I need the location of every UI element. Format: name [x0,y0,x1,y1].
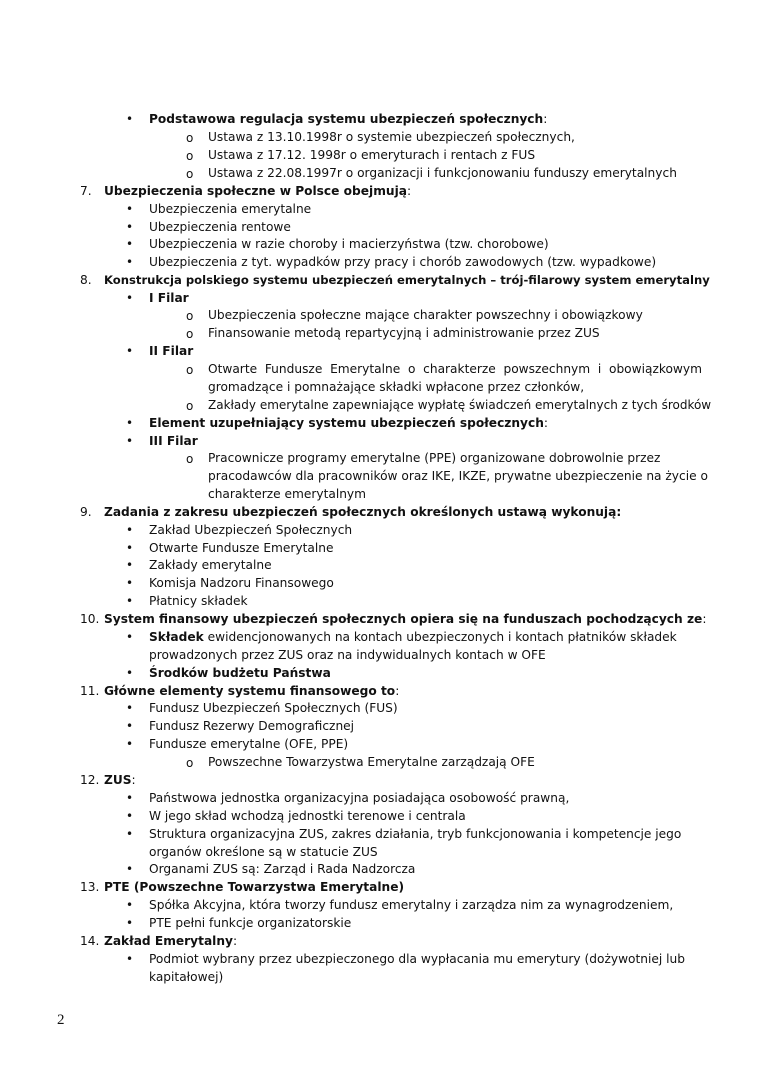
bullet: • [126,916,134,930]
pillar-2-sub-2: Zakłady emerytalne zapewniające wypłatę świadczeń emerytalnych z tych środków [208,398,712,412]
bullet: • [126,523,134,537]
bullet: • [126,255,134,269]
section-number: 12. [80,773,100,787]
bullet: • [126,719,134,733]
pillar-1-sub: Ubezpieczenia społeczne mające charakter powszechny i obowiązkowy [208,308,643,322]
bullet: • [126,112,134,126]
section-10-title: System finansowy ubezpieczeń społecznych opiera się na funduszach pochodzących ze: [104,612,707,626]
list-item: Fundusze emerytalne (OFE, PPE) [149,737,349,751]
section-number: 10. [80,612,100,626]
regulation-heading: Podstawowa regulacja systemu ubezpieczeń społecznych: [149,112,548,126]
bullet: • [126,344,134,358]
pillar-2-sub-1: Otwarte Fundusze Emerytalne o charakterze powszechnym i obowiązkowym [208,362,702,376]
bullet: • [126,666,134,680]
list-item: Ubezpieczenia rentowe [149,220,291,234]
pillar-3-sub-cont: charakterze emerytalnym [208,487,367,501]
list-item: Składek ewidencjonowanych na kontach ubezpieczonych i kontach płatników składek [149,630,677,644]
list-item-cont: prowadzonych przez ZUS oraz na indywidualnych kontach w OFE [149,648,546,662]
list-item: Ubezpieczenia emerytalne [149,202,312,216]
circle-bullet: o [186,399,194,413]
section-number: 13. [80,880,100,894]
circle-bullet: o [186,167,194,181]
list-item-cont: kapitałowej) [149,970,224,984]
list-item: Ubezpieczenia w razie choroby i macierzyństwa (tzw. chorobowe) [149,237,549,251]
bullet: • [126,594,134,608]
bullet: • [126,737,134,751]
bullet: • [126,576,134,590]
section-number: 7. [80,184,92,198]
bullet: • [126,558,134,572]
list-item: Państwowa jednostka organizacyjna posiadająca osobowość prawną, [149,791,570,805]
list-item: Ubezpieczenia z tyt. wypadków przy pracy i chorób zawodowych (tzw. wypadkowe) [149,255,657,269]
list-item: Zakłady emerytalne [149,558,272,572]
list-item: Spółka Akcyjna, która tworzy fundusz emerytalny i zarządza nim za wynagrodzeniem, [149,898,674,912]
bullet: • [126,237,134,251]
bullet: • [126,291,134,305]
list-item: Zakład Ubezpieczeń Społecznych [149,523,353,537]
circle-bullet: o [186,149,194,163]
list-item-cont: organów określone są w statucie ZUS [149,845,378,859]
section-12-title: ZUS: [104,773,136,787]
page-number: 2 [57,1012,65,1028]
pillar-2-sub-1-cont: gromadzące i pomnażające składki wpłacone przez członków, [208,380,585,394]
circle-bullet: o [186,363,194,377]
section-13-title: PTE (Powszechne Towarzystwa Emerytalne) [104,880,405,894]
pillar-1-sub: Finansowanie metodą repartycyjną i administrowanie przez ZUS [208,326,600,340]
bullet: • [126,952,134,966]
circle-bullet: o [186,327,194,341]
circle-bullet: o [186,452,194,466]
section-8-title: Konstrukcja polskiego systemu ubezpieczeń emerytalnych – trój-filarowy system emerytalny [104,273,710,287]
regulation-sub-3: Ustawa z 22.08.1997r o organizacji i funkcjonowaniu funduszy emerytalnych [208,166,677,180]
bullet: • [126,541,134,555]
section-number: 8. [80,273,92,287]
supplementary-element: Element uzupełniający systemu ubezpieczeń społecznych: [149,416,549,430]
pillar-1-title: I Filar [149,291,189,305]
section-number: 9. [80,505,92,519]
pillar-2-title: II Filar [149,344,194,358]
bullet: • [126,416,134,430]
bullet: • [126,862,134,876]
circle-bullet: o [186,131,194,145]
bullet: • [126,898,134,912]
list-item: Fundusz Ubezpieczeń Społecznych (FUS) [149,701,398,715]
bullet: • [126,220,134,234]
list-item: Otwarte Fundusze Emerytalne [149,541,334,555]
circle-bullet: o [186,756,194,770]
regulation-sub-1: Ustawa z 13.10.1998r o systemie ubezpieczeń społecznych, [208,130,575,144]
section-number: 14. [80,934,100,948]
bullet: • [126,809,134,823]
bullet: • [126,202,134,216]
bullet: • [126,791,134,805]
bullet: • [126,827,134,841]
list-item: Komisja Nadzoru Finansowego [149,576,334,590]
sub-item: Powszechne Towarzystwa Emerytalne zarządzają OFE [208,755,535,769]
section-number: 11. [80,684,100,698]
list-item: Środków budżetu Państwa [149,666,331,680]
pillar-3-title: III Filar [149,434,198,448]
bullet: • [126,630,134,644]
list-item: Fundusz Rezerwy Demograficznej [149,719,355,733]
pillar-3-sub-cont: pracodawców dla pracowników oraz IKE, IKZE, prywatne ubezpieczenie na życie o [208,469,708,483]
list-item: Płatnicy składek [149,594,248,608]
list-item: W jego skład wchodzą jednostki terenowe i centrala [149,809,466,823]
section-7-title: Ubezpieczenia społeczne w Polsce obejmują: [104,184,412,198]
list-item: Struktura organizacyjna ZUS, zakres działania, tryb funkcjonowania i kompetencje jego [149,827,682,841]
list-item: Podmiot wybrany przez ubezpieczonego dla wypłacania mu emerytury (dożywotniej lub [149,952,685,966]
circle-bullet: o [186,309,194,323]
pillar-3-sub: Pracownicze programy emerytalne (PPE) organizowane dobrowolnie przez [208,451,661,465]
bullet: • [126,434,134,448]
list-item: PTE pełni funkcje organizatorskie [149,916,352,930]
regulation-sub-2: Ustawa z 17.12. 1998r o emeryturach i rentach z FUS [208,148,536,162]
section-14-title: Zakład Emerytalny: [104,934,238,948]
bullet: • [126,701,134,715]
section-9-title: Zadania z zakresu ubezpieczeń społecznych określonych ustawą wykonują: [104,505,622,519]
section-11-title: Główne elementy systemu finansowego to: [104,684,400,698]
list-item: Organami ZUS są: Zarząd i Rada Nadzorcza [149,862,416,876]
